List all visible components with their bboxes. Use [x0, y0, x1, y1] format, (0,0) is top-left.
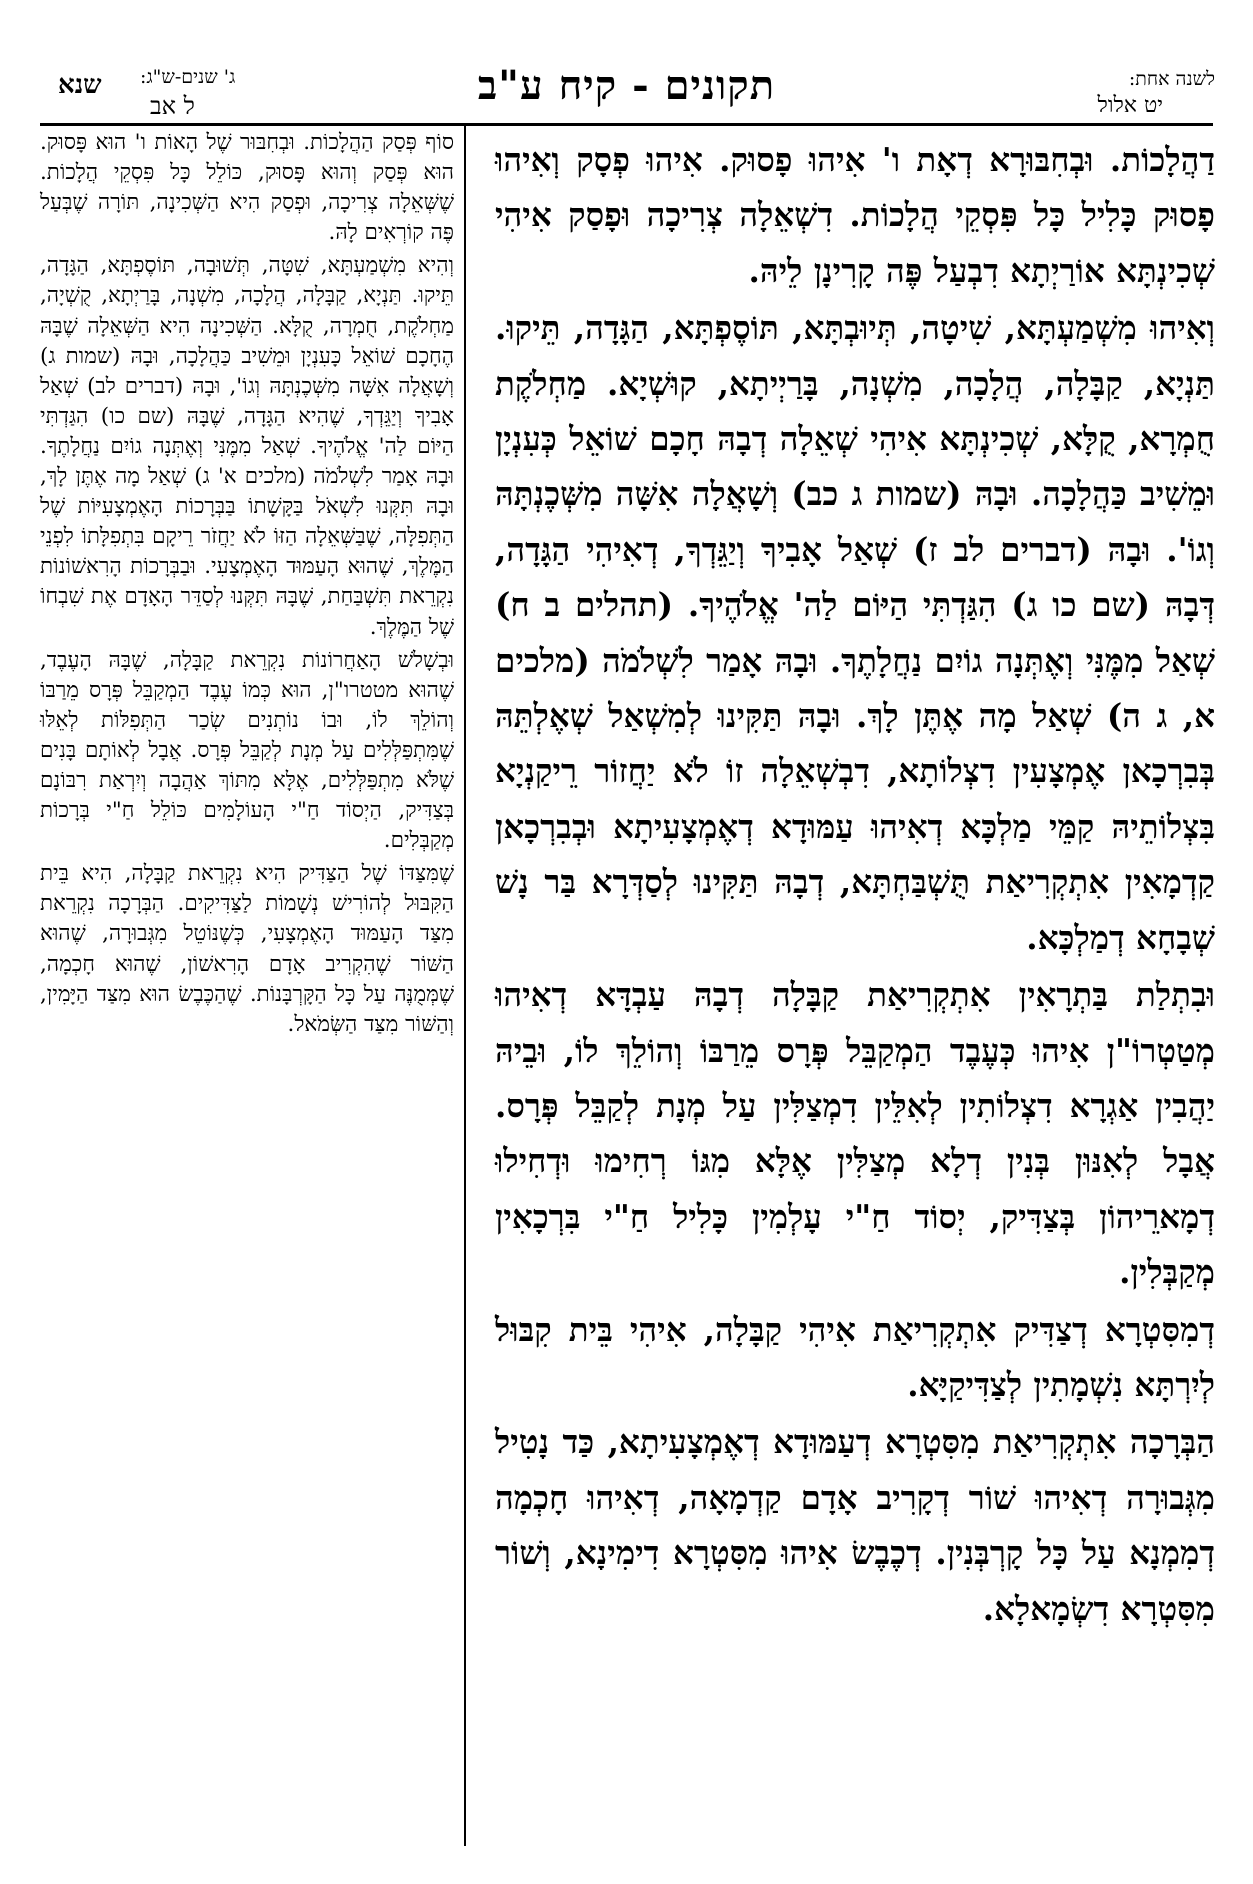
header-schedule-one-year-date: יט אלול — [1097, 93, 1163, 118]
translation-column — [40, 128, 454, 1040]
translation-paragraph: שֶׁמִּצַּדּוֹ שֶׁל הַצַּדִּיק הִיא נִקְרֵאת קַבָּלָה, הִיא בֵּית הַקִּבּוּל לְהוֹרִישׁ נְשָׁמוֹת לַצַּדִּיקִים. הַבְּרָכָה נִקְרֵאת מִצַּד הָעַמּוּד הָאֶמְצָעִי, כְּשֶׁנּוֹטֵל מִגְּבוּרָה, שֶׁהוּא הַשּׁוֹר שֶׁהִקְרִיב אָדָם הָרִאשׁוֹן, שֶׁהוּא חָכְמָה, שֶׁמְּמֻנֶּה עַל כָּל הַקָּרְבָּנוֹת. שֶׁהַכֶּבֶשׂ הוּא מִצַּד הַיָּמִין, וְהַשּׁוֹר מִצַּד הַשְּׂמֹאל. — [40, 861, 454, 1037]
main-paragraph: וְאִיהוּ מִשְׁמַעְתָּא, שִׁיטָה, תְּיוּבְתָּא, תּוֹסֶפְתָּא, הַגָּדָה, תֵּיקוּ. תַּנְיָא, קַבָּלָה, הֲלָכָה, מִשְׁנָה, בָּרַיְיתָא, קוּשְׁיָא. מַחְלֹקֶת חֻמְרָא, קֻלָּא, שְׁכִינְתָּא אִיהִי שְׁאֵלָה דְבָהּ חָכָם שׁוֹאֵל כְּעִנְיָן וּמֵשִׁיב כַּהֲלָכָה. וּבָהּ (שמות ג כב) וְשָׁאֲלָה אִשָּׁה מִשְּׁכֶנְתָּהּ וְגוֹ'. וּבָהּ (דברים לב ז) שְׁאַל אָבִיךָ וְיַגֵּדְךָ, דְאִיהִי הַגָּדָה, דְּבָהּ (שם כו ג) הִגַּדְתִּי הַיּוֹם לַה' אֱלֹהֶיךָ. (תהלים ב ח) שְׁאַל מִמֶּנִּי וְאֶתְּנָה גוֹיִם נַחֲלָתֶךָ. וּבָהּ אָמַר לִשְׁלֹמֹה (מלכים א, ג ה) שְׁאַל מָה אֶתֶּן לָךְ. וּבָהּ תַּקִּינוּ לְמִשְׁאַל שְׁאֶלְתֵּהּ בְּבִרְכָאן אֶמְצָעִין דִצְלוֹתָא, דִבְשְׁאֵלָה זוֹ לֹא יַחֲזוֹר רֵיקַנְיָא בִּצְלוֹתֵיהּ קַמֵּי מַלְכָּא דְאִיהוּ עַמּוּדָא דְאֶמְצָעִיתָא וּבְבִרְכָאן קַדְמָאִין אִתְקְרִיאַת תֻּשְׁבַּחְתָּא, דְבָהּ תַּקִּינוּ לְסַדְּרָא בַּר נָשׁ שְׁבָחָא דְמַלְכָּא. — [495, 308, 1215, 957]
header-rule — [40, 123, 1213, 126]
page-number: שנא — [58, 70, 102, 100]
translation-paragraph: סוֹף פְּסַק הַהֲלָכוֹת. וּבְחִבּוּר שֶׁל הָאוֹת ו' הוּא פָּסוּק. הוּא פְּסַק וְהוּא פָּסוּק, כּוֹלֵל כָּל פִּסְקֵי הֲלָכוֹת. שֶׁשְּׁאֵלָה צְרִיכָה, וּפְסַק הִיא הַשְּׁכִינָה, תּוֹרָה שֶׁבְּעַל פֶּה קוֹרְאִים לָהּ. — [40, 130, 454, 246]
main-paragraph: וּבִתְלַת בַּתְרָאִין אִתְקְרִיאַת קַבָּלָה דְבָהּ עַבְדָּא דְאִיהוּ מְטַטְרוֹ"ן אִיהוּ כְּעֶבֶד הַמְקַבֵּל פְּרָס מֵרַבּוֹ וְהוֹלֵךְ לוֹ, וּבֵיהּ יַהֲבִין אַגְרָא דִצְלוֹתִין לְאִלֵּין דִמְצַלִּין עַל מְנָת לְקַבֵּל פְּרָס. אֲבָל לְאִנּוּן בְּנִין דְלָא מְצַלִּין אֶלָּא מִגּוֹ רְחִימוּ וּדְחִילוּ דְמָארֵיהוֹן בְּצַדִּיק, יְסוֹד חַ"י עָלְמִין כָּלִיל חַ"י בִּרְכָאִין מְקַבְּלִין. — [495, 975, 1215, 1292]
header-schedule-one-year: לשנה אחת: — [1128, 68, 1215, 90]
page-header — [0, 0, 1253, 120]
translation-paragraph: וְהִיא מִשְׁמַעְתָּא, שִׁטָּה, תְּשׁוּבָה, תּוֹסֶפְתָּא, הַגָּדָה, תֵּיקוּ. תַּנְיָא, קַבָּלָה, הֲלָכָה, מִשְׁנָה, בָּרַיְתָא, קֻשְׁיָה, מַחְלֹקֶת, חֻמְרָה, קֻלָּא. הַשְּׁכִינָה הִיא הַשְּׁאֵלָה שֶׁבָּהּ הֶחָכָם שׁוֹאֵל כָּעִנְיָן וּמֵשִׁיב כַּהֲלָכָה, וּבָהּ (שמות ג) וְשָׁאֲלָה אִשָּׁה מִשְּׁכֶנְתָּהּ וְגוֹ', וּבָהּ (דברים לב) שְׁאַל אָבִיךָ וְיַגֵּדְךָ, שֶׁהִיא הַגָּדָה, שֶׁבָּהּ (שם כו) הִגַּדְתִּי הַיּוֹם לַה' אֱלֹהֶיךָ. שְׁאַל מִמֶּנִּי וְאֶתְּנָה גוֹיִם נַחֲלָתֶךָ. וּבָהּ אָמַר לִשְׁלֹמֹה (מלכים א' ג) שְׁאַל מָה אֶתֶּן לָךְ, וּבָהּ תִּקְּנוּ לִשְׁאֹל בַּקָּשָׁתוֹ בַּבְּרָכוֹת הָאֶמְצָעִיּוֹת שֶׁל הַתְּפִלָּה, שֶׁבַּשְּׁאֵלָה הַזּוֹ לֹא יַחֲזֹר רֵיקָם בִּתְפִלָּתוֹ לִפְנֵי הַמֶּלֶךְ, שֶׁהוּא הָעַמּוּד הָאֶמְצָעִי. וּבַבְּרָכוֹת הָרִאשׁוֹנוֹת נִקְרֵאת תִּשְׁבַּחַת, שֶׁבָּהּ תִּקְּנוּ לְסַדֵּר הָאָדָם אֶת שִׁבְחוֹ שֶׁל הַמֶּלֶךְ. — [40, 253, 454, 640]
column-separator — [464, 126, 466, 1846]
main-paragraph: דְמִסִּטְרָא דְצַדִּיק אִתְקְרִיאַת אִיהִי קַבָּלָה, אִיהִי בֵּית קִבּוּל לְיִרְתָּא נִשְׁמָתִין לְצַדִּיקַיָּא. — [495, 1309, 1215, 1404]
translation-paragraph: וּבְשָׁלֹשׁ הָאַחֲרוֹנוֹת נִקְרֵאת קַבָּלָה, שֶׁבָּהּ הָעֶבֶד, שֶׁהוּא מטטרו"ן, הוּא כְּמוֹ עֶבֶד הַמְקַבֵּל פְּרָס מֵרַבּוֹ וְהוֹלֵךְ לוֹ, וּבוֹ נוֹתְנִים שְׂכַר הַתְּפִלּוֹת לְאֵלּוּ שֶׁמִּתְפַּלְּלִים עַל מְנָת לְקַבֵּל פְּרָס. אֲבָל לְאוֹתָם בָּנִים שֶׁלֹּא מִתְפַּלְּלִים, אֶלָּא מִתּוֹךְ אַהֲבָה וְיִרְאַת רִבּוֹנָם בְּצַדִּיק, הַיְסוֹד חַ"י הָעוֹלָמִים כּוֹלֵל חַ"י בְּרָכוֹת מְקַבְּלִים. — [40, 647, 454, 854]
header-schedule-three-years: ג' שנים-ש"ג: — [140, 66, 236, 88]
page-title: תקונים - קיח ע"ב — [477, 62, 776, 109]
main-text-column — [495, 132, 1215, 1636]
header-schedule-three-years-date: ל אב — [150, 92, 195, 120]
main-paragraph: דַהֲלָכוֹת. וּבְחִבּוּרָא דְאָת ו' אִיהוּ פָסוּק. אִיהוּ פְסָק וְאִיהוּ פָסוּק כָּלִיל כָּל פִּסְקֵי הֲלָכוֹת. דִשְׁאֵלָה צְרִיכָה וּפָסַק אִיהִי שְׁכִינְתָּא אוֹרַיְתָא דִבְעַל פֶּה קָרִינָן לֵיהּ. — [495, 140, 1215, 290]
main-paragraph: הַבְּרָכָה אִתְקְרִיאַת מִסִּטְרָא דְעַמּוּדָא דְאֶמְצָעִיתָא, כַּד נָטִיל מִגְּבוּרָה דְאִיהוּ שׁוֹר דְקָרִיב אָדָם קַדְמָאָה, דְאִיהוּ חָכְמָה דְמִמְנָא עַל כָּל קָרְבְּנִין. דְכֶבֶשׂ אִיהוּ מִסִּטְרָא דִימִינָא, וְשׁוֹר מִסִּטְרָא דִשְׂמָאלָא. — [495, 1422, 1215, 1628]
